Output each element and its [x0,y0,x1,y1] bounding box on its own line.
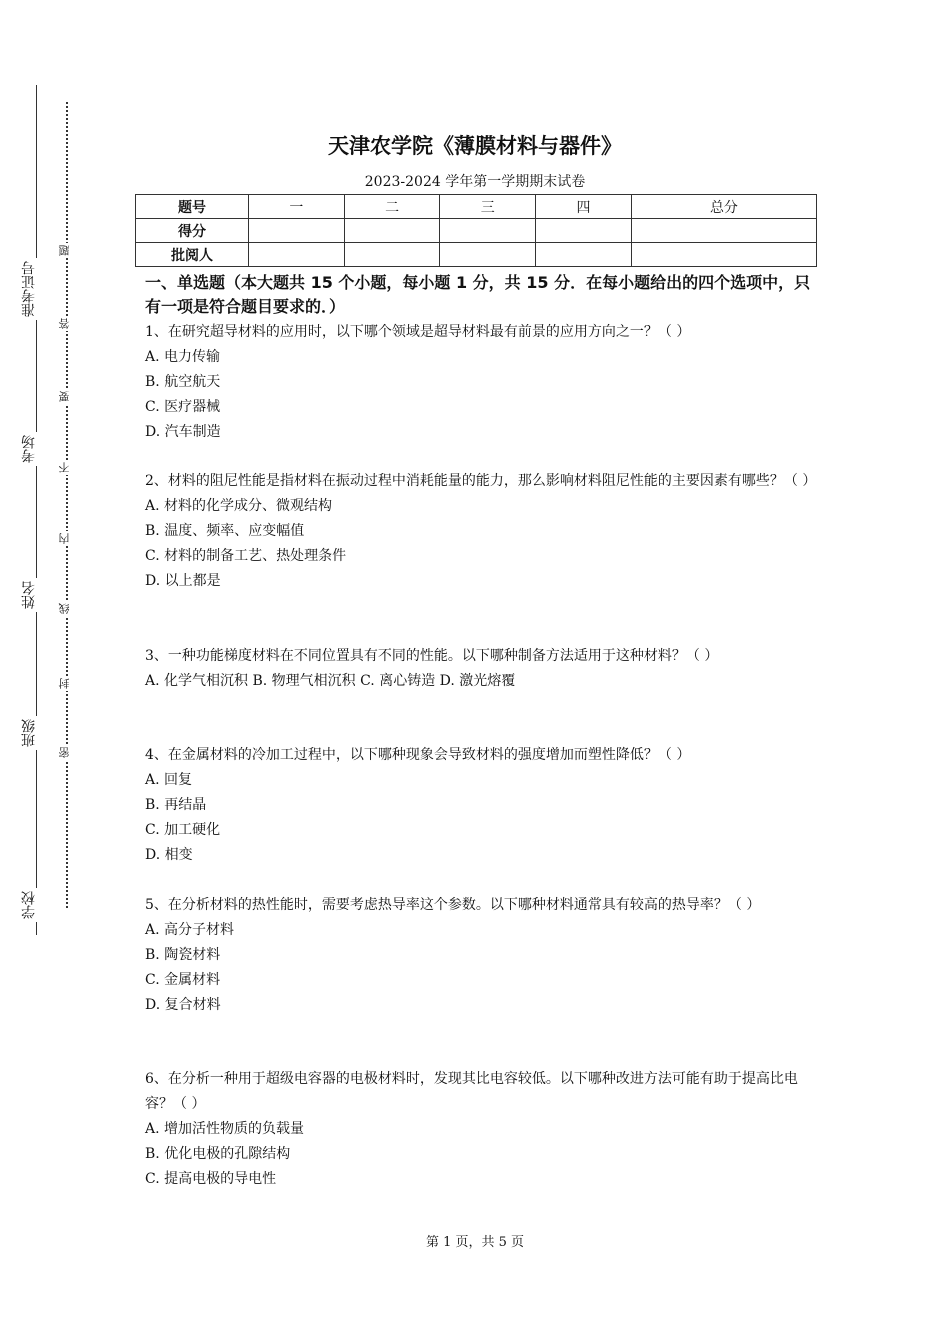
question-stem: 3、一种功能梯度材料在不同位置具有不同的性能。以下哪种制备方法适用于这种材料？（ ） [145,648,719,664]
exam-subtitle: 2023-2024 学年第一学期期末试卷 [364,174,586,190]
option-d: D. 汽车制造 [145,424,221,440]
question-3 [145,644,815,694]
option-b: B. 优化电极的孔隙结构 [145,1146,291,1162]
question-stem: 2、材料的阻尼性能是指材料在振动过程中消耗能量的能力，那么影响材料阻尼性能的主要因素有哪些？（ ） [145,473,817,489]
grader-cell [536,243,632,267]
header-question-number: 题号 [136,195,249,219]
seal-char: 密 [59,745,75,760]
seal-char: 内 [59,531,75,546]
option-a: A. 增加活性物质的负载量 [145,1121,305,1137]
option-b: B. 航空航天 [145,374,221,390]
option-c: C. 金属材料 [145,972,221,988]
field-exam-number-label: 准考证号 [22,258,52,320]
score-cell [249,219,345,243]
option-c: C. 加工硬化 [145,822,221,838]
score-row [136,219,817,243]
page-footer: 第 1 页，共 5 页 [425,1235,525,1250]
seal-char: 不 [59,460,75,475]
field-class-label: 班级 [22,716,52,750]
field-exam-room-label: 考场 [22,432,52,466]
option-d: D. 以上都是 [145,573,221,589]
grader-row [136,243,817,267]
header-part-3: 三 [440,195,536,219]
option-b: B. 陶瓷材料 [145,947,221,963]
seal-char: 题 [59,243,75,258]
binding-margin [0,0,90,1344]
seal-char: 线 [59,601,75,616]
option-c: C. 医疗器械 [145,399,221,415]
header-part-4: 四 [536,195,632,219]
option-c: C. 提高电极的导电性 [145,1171,277,1187]
header-total: 总分 [631,195,816,219]
score-cell [536,219,632,243]
grader-cell [440,243,536,267]
question-stem: 6、在分析一种用于超级电容器的电极材料时，发现其比电容较低。以下哪种改进方法可能有助于提高比电容？（ ） [145,1071,798,1112]
score-cell [440,219,536,243]
option-d: D. 复合材料 [145,997,221,1013]
seal-char: 要 [59,389,75,404]
binding-dotted-line [66,102,68,908]
option-a: A. 回复 [145,772,193,788]
seal-char: 封 [59,676,75,691]
grader-cell [631,243,816,267]
grader-cell [344,243,440,267]
score-table [135,194,817,267]
seal-char: 答 [59,316,75,331]
question-stem: 4、在金属材料的冷加工过程中，以下哪种现象会导致材料的强度增加而塑性降低？（ ） [145,747,691,763]
question-stem: 5、在分析材料的热性能时，需要考虑热导率这个参数。以下哪种材料通常具有较高的热导率？（ ） [145,897,761,913]
option-a: A. 高分子材料 [145,922,235,938]
option-b: B. 温度、频率、应变幅值 [145,523,305,539]
option-b: B. 再结晶 [145,797,207,813]
option-a: A. 材料的化学成分、微观结构 [145,498,333,514]
option-d: D. 相变 [145,847,193,863]
grader-cell [249,243,345,267]
score-table-header-row [136,195,817,219]
option-c: C. 材料的制备工艺、热处理条件 [145,548,347,564]
question-2 [145,469,815,594]
question-4 [145,743,815,868]
question-5 [145,893,815,1018]
score-cell [631,219,816,243]
option-line: A. 化学气相沉积 B. 物理气相沉积 C. 离心铸造 D. 激光熔覆 [145,673,516,689]
question-stem: 1、在研究超导材料的应用时，以下哪个领域是超导材料最有前景的应用方向之一？（ ） [145,324,691,340]
question-1 [145,320,815,445]
binding-solid-line [36,85,37,935]
field-school-label: 学校 [22,888,52,922]
score-row-label: 得分 [136,219,249,243]
header-part-2: 二 [344,195,440,219]
section-heading: 一、单选题（本大题共 15 个小题，每小题 1 分，共 15 分．在每小题给出的四个选项中，只有一项是符合题目要求的．） [145,273,811,316]
option-a: A. 电力传输 [145,349,221,365]
question-6 [145,1067,815,1192]
header-part-1: 一 [249,195,345,219]
page-title: 天津农学院《薄膜材料与器件》 [328,134,622,158]
field-name-label: 姓名 [22,578,52,612]
grader-row-label: 批阅人 [136,243,249,267]
score-cell [344,219,440,243]
